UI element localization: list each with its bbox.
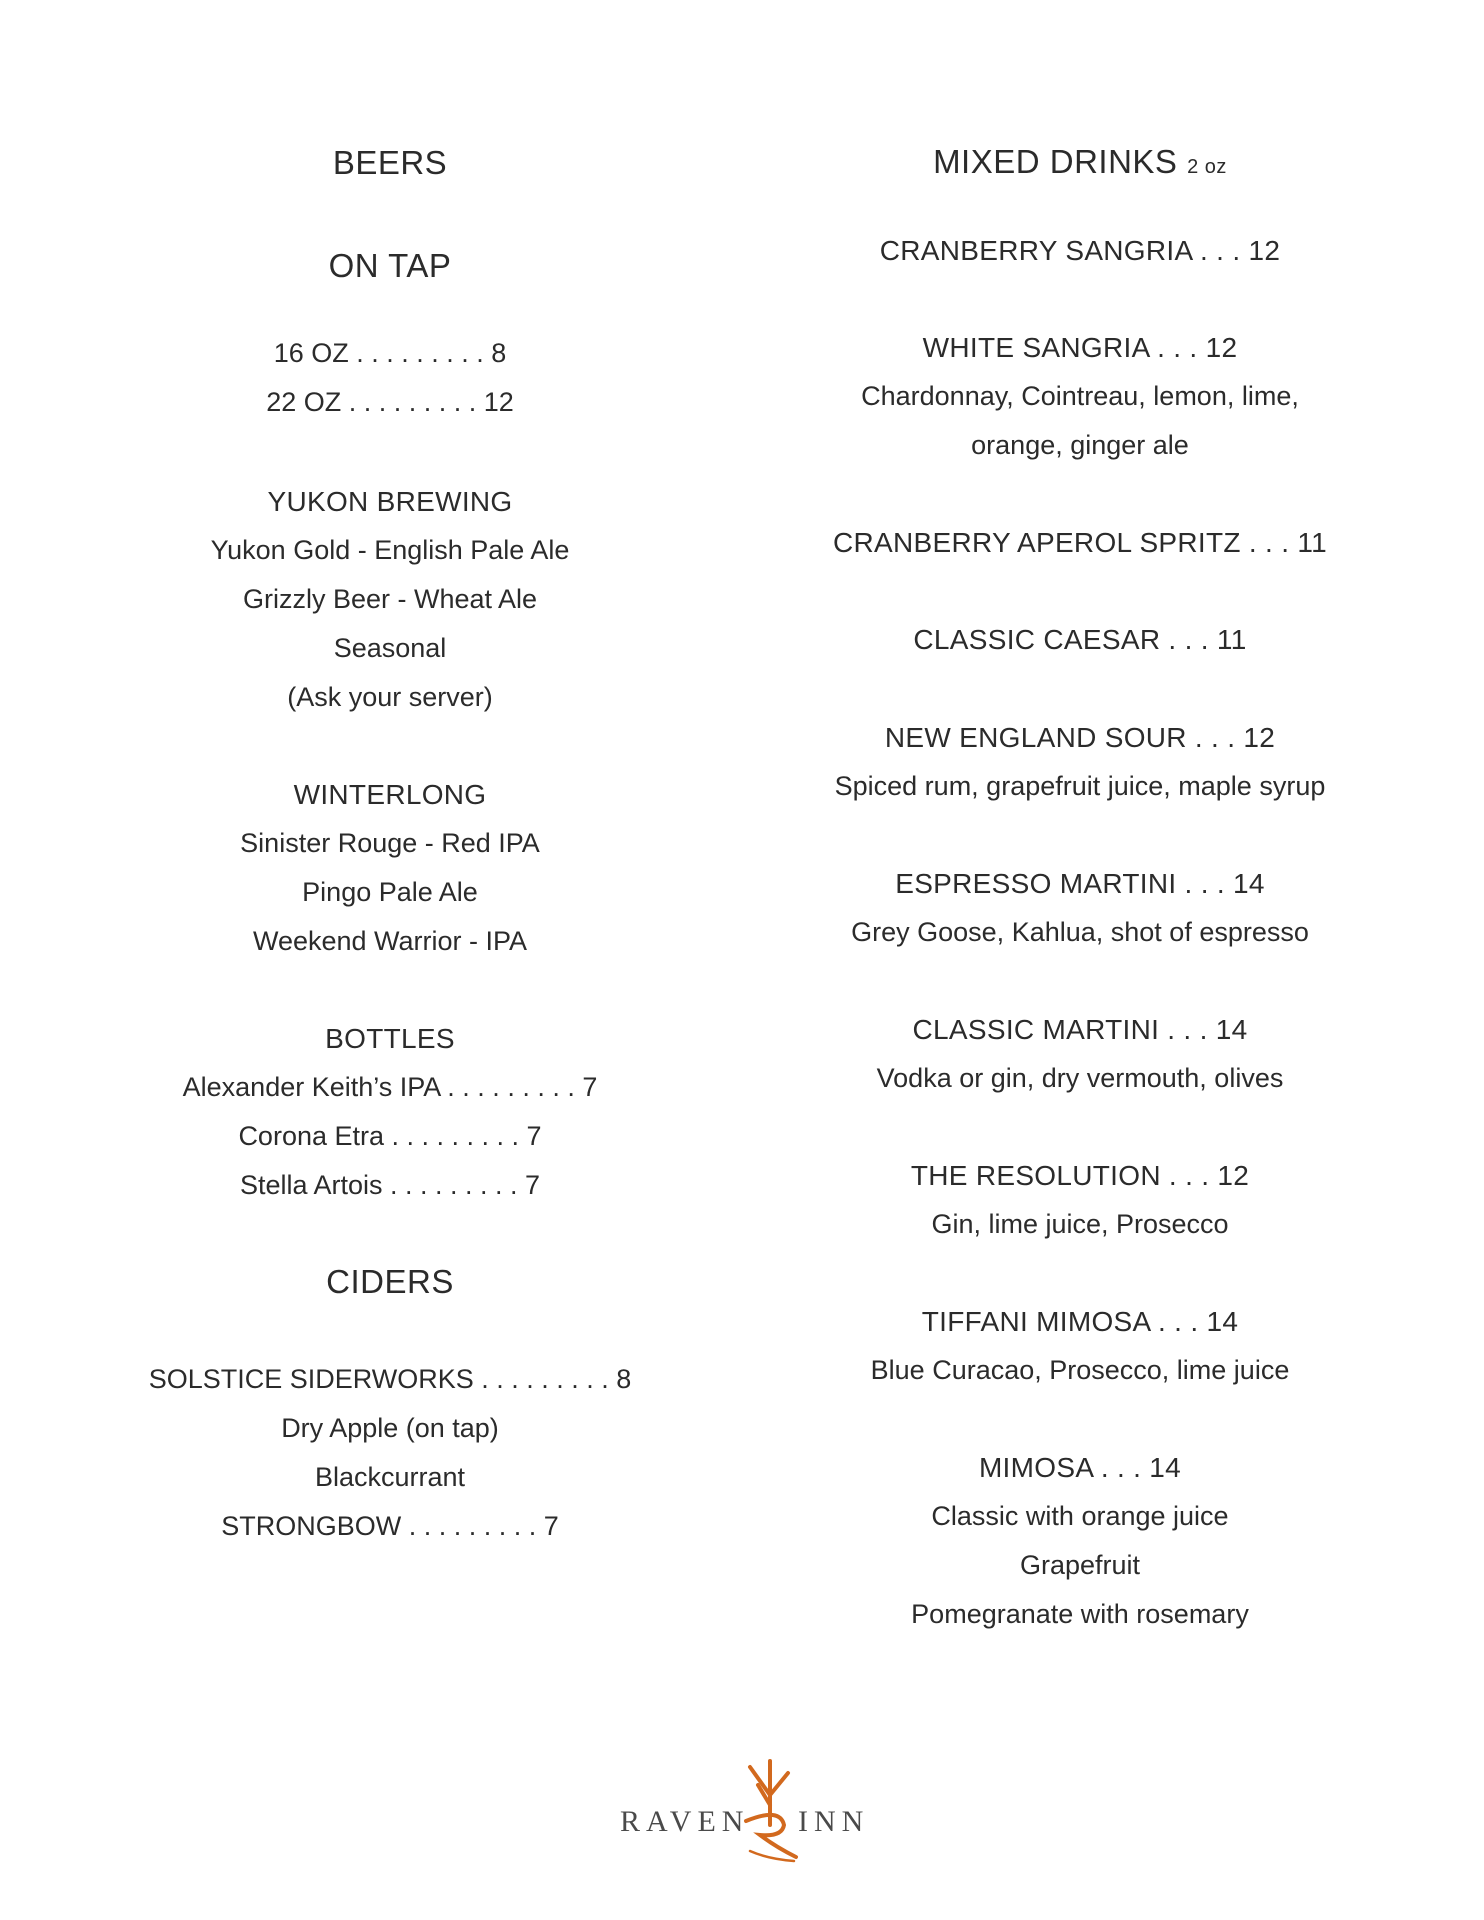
bottles-item: Corona Etra . . . . . . . . . 7 [238, 1121, 542, 1151]
drink-description: Grey Goose, Kahlua, shot of espresso [851, 917, 1309, 947]
ciders-item: Dry Apple (on tap) [281, 1413, 499, 1443]
yukon-item: Seasonal [333, 633, 447, 663]
yukon-brewing-heading: YUKON BREWING [267, 486, 513, 517]
drink-description: Gin, lime juice, Prosecco [931, 1209, 1229, 1239]
raven-inn-logo [620, 1755, 880, 1865]
drink-description: Classic with orange juice [931, 1501, 1229, 1531]
bottles-item: Alexander Keith’s IPA . . . . . . . . . 7 [182, 1072, 598, 1102]
drink-name: THE RESOLUTION . . . 12 [910, 1160, 1250, 1191]
drink-name: MIMOSA . . . 14 [978, 1452, 1182, 1483]
drink-description: Blue Curacao, Prosecco, lime juice [870, 1355, 1290, 1385]
drink-description: Pomegranate with rosemary [911, 1599, 1249, 1629]
drink-description: Chardonnay, Cointreau, lemon, lime, [861, 381, 1299, 411]
drink-description: Grapefruit [1019, 1550, 1141, 1580]
mixed-drinks-title: MIXED DRINKS [933, 143, 1178, 180]
drink-name: NEW ENGLAND SOUR . . . 12 [884, 722, 1276, 753]
logo-text-inn: INN [798, 1805, 870, 1838]
drink-name: TIFFANI MIMOSA . . . 14 [921, 1306, 1239, 1337]
winterlong-item: Pingo Pale Ale [302, 877, 478, 907]
yukon-item: (Ask your server) [287, 682, 493, 712]
beers-heading: BEERS [332, 144, 448, 181]
logo-text-raven: RAVEN [620, 1805, 750, 1838]
bottles-item: Stella Artois . . . . . . . . . 7 [239, 1170, 541, 1200]
yukon-item: Yukon Gold - English Pale Ale [210, 535, 570, 565]
drink-description: Vodka or gin, dry vermouth, olives [876, 1063, 1284, 1093]
ciders-item: Blackcurrant [314, 1462, 466, 1492]
winterlong-item: Weekend Warrior - IPA [252, 926, 528, 956]
on-tap-heading: ON TAP [328, 247, 452, 284]
on-tap-size-22oz: 22 OZ . . . . . . . . . 12 [266, 387, 514, 417]
drink-name: CRANBERRY SANGRIA . . . 12 [879, 235, 1281, 266]
drink-name: WHITE SANGRIA . . . 12 [922, 332, 1238, 363]
winterlong-heading: WINTERLONG [293, 779, 487, 810]
drink-description: orange, ginger ale [971, 430, 1189, 460]
mixed-drinks-heading [800, 143, 1360, 181]
drink-name: ESPRESSO MARTINI . . . 14 [895, 868, 1265, 899]
ciders-item: SOLSTICE SIDERWORKS . . . . . . . . . 8 [148, 1364, 632, 1394]
yukon-item: Grizzly Beer - Wheat Ale [242, 584, 538, 614]
winterlong-item: Sinister Rouge - Red IPA [240, 828, 540, 858]
drink-name: CLASSIC CAESAR . . . 11 [913, 624, 1247, 655]
drink-name: CLASSIC MARTINI . . . 14 [912, 1014, 1248, 1045]
raven-r-monogram-icon [740, 1755, 800, 1865]
drink-description: Spiced rum, grapefruit juice, maple syrup [834, 771, 1326, 801]
on-tap-size-16oz: 16 OZ . . . . . . . . . 8 [273, 338, 507, 368]
bottles-heading: BOTTLES [325, 1023, 455, 1054]
ciders-item: STRONGBOW . . . . . . . . . 7 [221, 1511, 559, 1541]
ciders-heading: CIDERS [326, 1263, 454, 1300]
drink-name: CRANBERRY APEROL SPRITZ . . . 11 [832, 527, 1328, 558]
mixed-drinks-volume-note: 2 oz [1187, 156, 1227, 178]
